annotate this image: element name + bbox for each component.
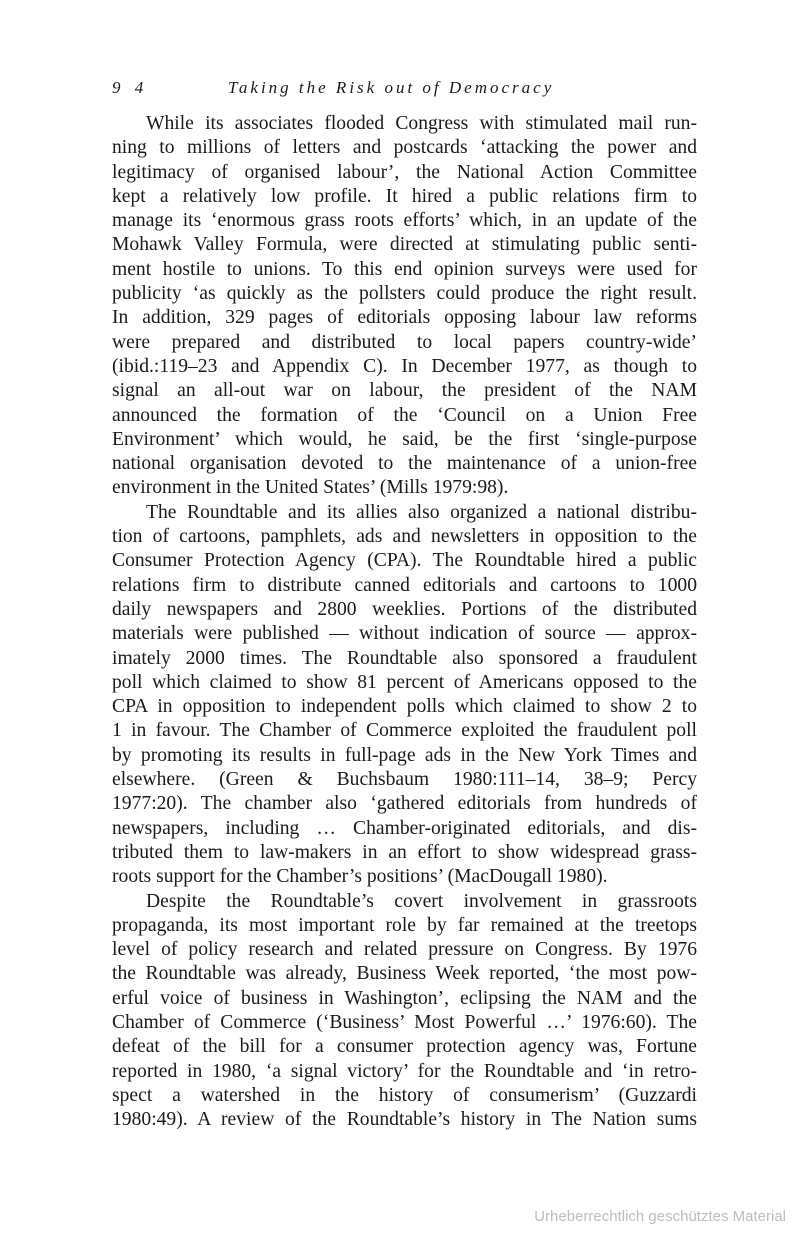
text-line: Chamber of Commerce (‘Business’ Most Powerful …’ 1976:60). The	[112, 1011, 697, 1033]
text-line: publicity ‘as quickly as the pollsters could produce the right result.	[112, 283, 697, 305]
text-line: level of policy research and related pressure on Congress. By 1976	[112, 939, 697, 961]
text-line: environment in the United States’ (Mills 1979:98).	[112, 477, 509, 499]
text-line: 1977:20). The chamber also ‘gathered editorials from hundreds of	[112, 793, 697, 815]
text-line: CPA in opposition to independent polls which claimed to show 2 to	[112, 696, 697, 718]
text-line: reported in 1980, ‘a signal victory’ for the Roundtable and ‘in retro-	[112, 1060, 697, 1082]
text-line: signal an all-out war on labour, the president of the NAM	[112, 380, 697, 402]
page-number: 9 4	[112, 78, 149, 97]
text-line: elsewhere. (Green & Buchsbaum 1980:111–14, 38–9; Percy	[112, 769, 697, 791]
running-title: Taking the Risk out of Democracy	[228, 78, 555, 97]
running-head	[112, 78, 697, 102]
text-line: In addition, 329 pages of editorials opposing labour law reforms	[112, 307, 697, 329]
text-line: national organisation devoted to the maintenance of a union-free	[112, 453, 697, 475]
text-line: manage its ‘enormous grass roots efforts’ which, in an update of the	[112, 210, 697, 232]
text-line: kept a relatively low profile. It hired a public relations firm to	[112, 185, 697, 207]
body-text	[112, 112, 697, 1132]
paragraph-1	[112, 112, 697, 501]
text-line: (ibid.:119–23 and Appendix C). In December 1977, as though to	[112, 355, 697, 377]
copyright-watermark: Urheberrechtlich geschütztes Material	[534, 1208, 786, 1225]
text-line: poll which claimed to show 81 percent of Americans opposed to the	[112, 671, 697, 693]
text-line: newspapers, including … Chamber-originated editorials, and dis-	[112, 817, 697, 839]
text-line: legitimacy of organised labour’, the National Action Committee	[112, 161, 697, 183]
text-line: The Roundtable and its allies also organized a national distribu-	[146, 501, 697, 523]
text-line: erful voice of business in Washington’, eclipsing the NAM and the	[112, 987, 697, 1009]
text-line: by promoting its results in full-page ads in the New York Times and	[112, 744, 697, 766]
text-line: ment hostile to unions. To this end opinion surveys were used for	[112, 258, 697, 280]
text-line: Despite the Roundtable’s covert involvement in grassroots	[146, 890, 697, 912]
text-line: 1980:49). A review of the Roundtable’s history in The Nation sums	[112, 1109, 697, 1131]
text-line: Environment’ which would, he said, be the first ‘single-purpose	[112, 428, 697, 450]
text-line: spect a watershed in the history of consumerism’ (Guzzardi	[112, 1084, 697, 1106]
text-line: Consumer Protection Agency (CPA). The Roundtable hired a public	[112, 550, 697, 572]
text-line: While its associates flooded Congress with stimulated mail run-	[146, 113, 697, 134]
text-line: defeat of the bill for a consumer protection agency was, Fortune	[112, 1036, 697, 1058]
text-line: tributed them to law-makers in an effort to show widespread grass-	[112, 841, 697, 863]
text-line: the Roundtable was already, Business Week reported, ‘the most pow-	[112, 963, 697, 985]
text-line: Mohawk Valley Formula, were directed at stimulating public senti-	[112, 234, 697, 256]
text-line: daily newspapers and 2800 weeklies. Portions of the distributed	[112, 598, 697, 620]
text-line: 1 in favour. The Chamber of Commerce exploited the fraudulent poll	[112, 720, 697, 742]
text-line: materials were published — without indication of source — approx-	[112, 623, 697, 645]
text-line: roots support for the Chamber’s positions’ (MacDougall 1980).	[112, 866, 608, 888]
paragraph-2	[112, 501, 697, 890]
paragraph-3	[112, 890, 697, 1133]
text-line: imately 2000 times. The Roundtable also sponsored a fraudulent	[112, 647, 697, 669]
text-line: announced the formation of the ‘Council on a Union Free	[112, 404, 697, 426]
text-line: ning to millions of letters and postcards ‘attacking the power and	[112, 137, 697, 159]
text-line: were prepared and distributed to local papers country-wide’	[112, 331, 697, 353]
text-line: relations firm to distribute canned editorials and cartoons to 1000	[112, 574, 697, 596]
text-line: propaganda, its most important role by far remained at the treetops	[112, 914, 697, 936]
text-line: tion of cartoons, pamphlets, ads and newsletters in opposition to the	[112, 526, 697, 548]
